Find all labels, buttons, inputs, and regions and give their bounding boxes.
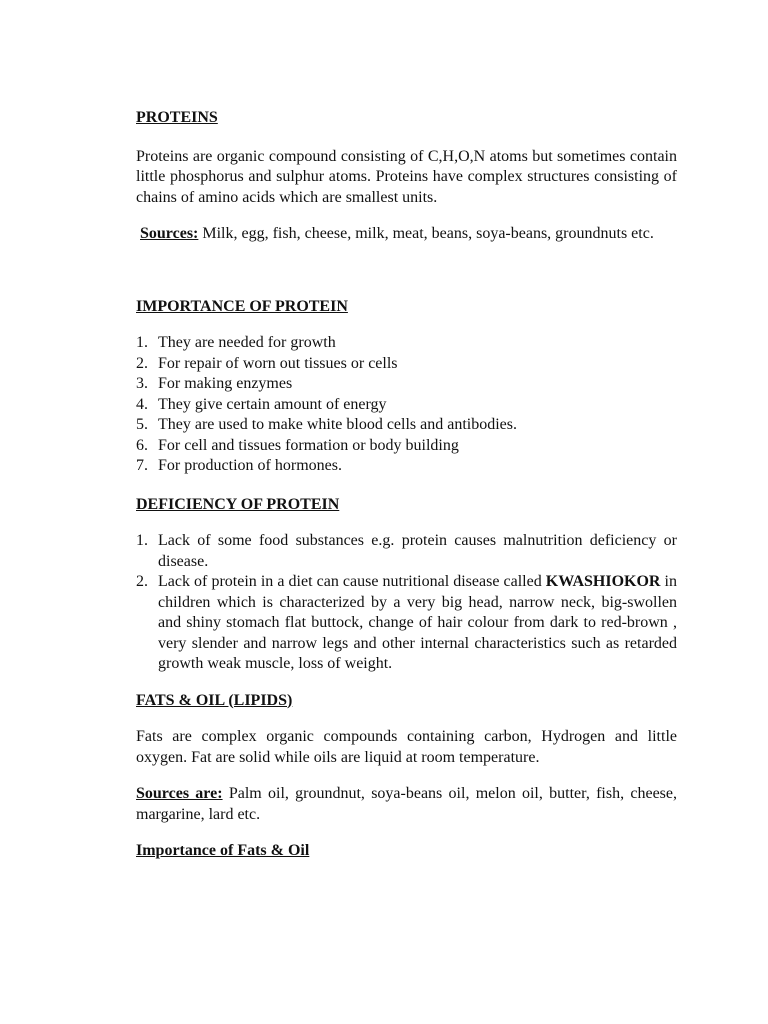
- list-number: 4.: [136, 395, 148, 413]
- fats-oil-sources: [136, 784, 677, 825]
- kwashiokor-term: KWASHIOKOR: [545, 573, 661, 590]
- list-item: [136, 572, 677, 675]
- fats-oil-intro: Fats are complex organic compounds containing carbon, Hydrogen and little oxygen. Fat are solid while oils are liquid at room temperature.: [136, 728, 677, 766]
- list-number: 3.: [136, 375, 148, 392]
- list-item: [136, 395, 677, 416]
- list-item-text: They are needed for growth: [158, 334, 336, 351]
- deficiency-protein-list: [136, 531, 677, 675]
- list-item: [136, 531, 677, 572]
- list-item-text: For repair of worn out tissues or cells: [158, 354, 398, 372]
- importance-fats-oil-heading: Importance of Fats & Oil: [136, 842, 310, 859]
- list-item-text-continued: in children which is characterized by a very big head, narrow neck, big-swollen and shiny stomach flat buttock, change of hair colour from dark to red-brown , very slender and narrow legs and other internal characteristics such as retarded growth weak muscle, loss of weight.: [158, 573, 678, 672]
- proteins-sources-text: Milk, egg, fish, cheese, milk, meat, beans, soya-beans, groundnuts etc.: [198, 225, 654, 242]
- proteins-sources: [136, 224, 677, 245]
- fats-oil-heading: FATS & OIL (LIPIDS): [136, 691, 293, 709]
- document-page: [136, 108, 677, 862]
- importance-protein-list: [136, 333, 677, 477]
- proteins-heading: PROTEINS: [136, 109, 218, 126]
- deficiency-protein-heading: DEFICIENCY OF PROTEIN: [136, 495, 340, 513]
- list-number: 2.: [136, 354, 148, 372]
- list-item: [136, 436, 677, 457]
- list-item: [136, 456, 677, 477]
- list-number: 1.: [136, 334, 148, 351]
- list-item-text: For making enzymes: [158, 375, 293, 392]
- fats-oil-sources-text: Palm oil, groundnut, soya-beans oil, melon oil, butter, fish, cheese, margarine, lard etc.: [136, 785, 678, 823]
- list-item: [136, 374, 677, 395]
- list-item: [136, 333, 677, 354]
- list-number: 5.: [136, 416, 148, 433]
- list-item-text: They are used to make white blood cells and antibodies.: [158, 416, 518, 433]
- importance-protein-heading: IMPORTANCE OF PROTEIN: [136, 297, 348, 315]
- list-item: [136, 415, 677, 436]
- list-number: 7.: [136, 457, 148, 474]
- list-item-text: Lack of some food substances e.g. protein causes malnutrition deficiency or disease.: [158, 532, 677, 570]
- list-item-text: For cell and tissues formation or body building: [158, 436, 459, 454]
- list-item: [136, 354, 677, 375]
- list-item-text: Lack of protein in a diet can cause nutritional disease called: [158, 573, 546, 590]
- fats-oil-sources-label: Sources are:: [136, 785, 223, 802]
- list-number: 6.: [136, 436, 148, 454]
- list-item-text: They give certain amount of energy: [158, 395, 387, 413]
- proteins-intro: Proteins are organic compound consisting of C,H,O,N atoms but sometimes contain little phosphorus and sulphur atoms. Proteins have complex structures consisting of chains of amino acids which are smallest units.: [136, 147, 677, 206]
- list-number: 1.: [136, 532, 148, 549]
- proteins-sources-label: Sources:: [140, 225, 199, 242]
- list-item-text: For production of hormones.: [158, 457, 342, 474]
- list-number: 2.: [136, 573, 148, 590]
